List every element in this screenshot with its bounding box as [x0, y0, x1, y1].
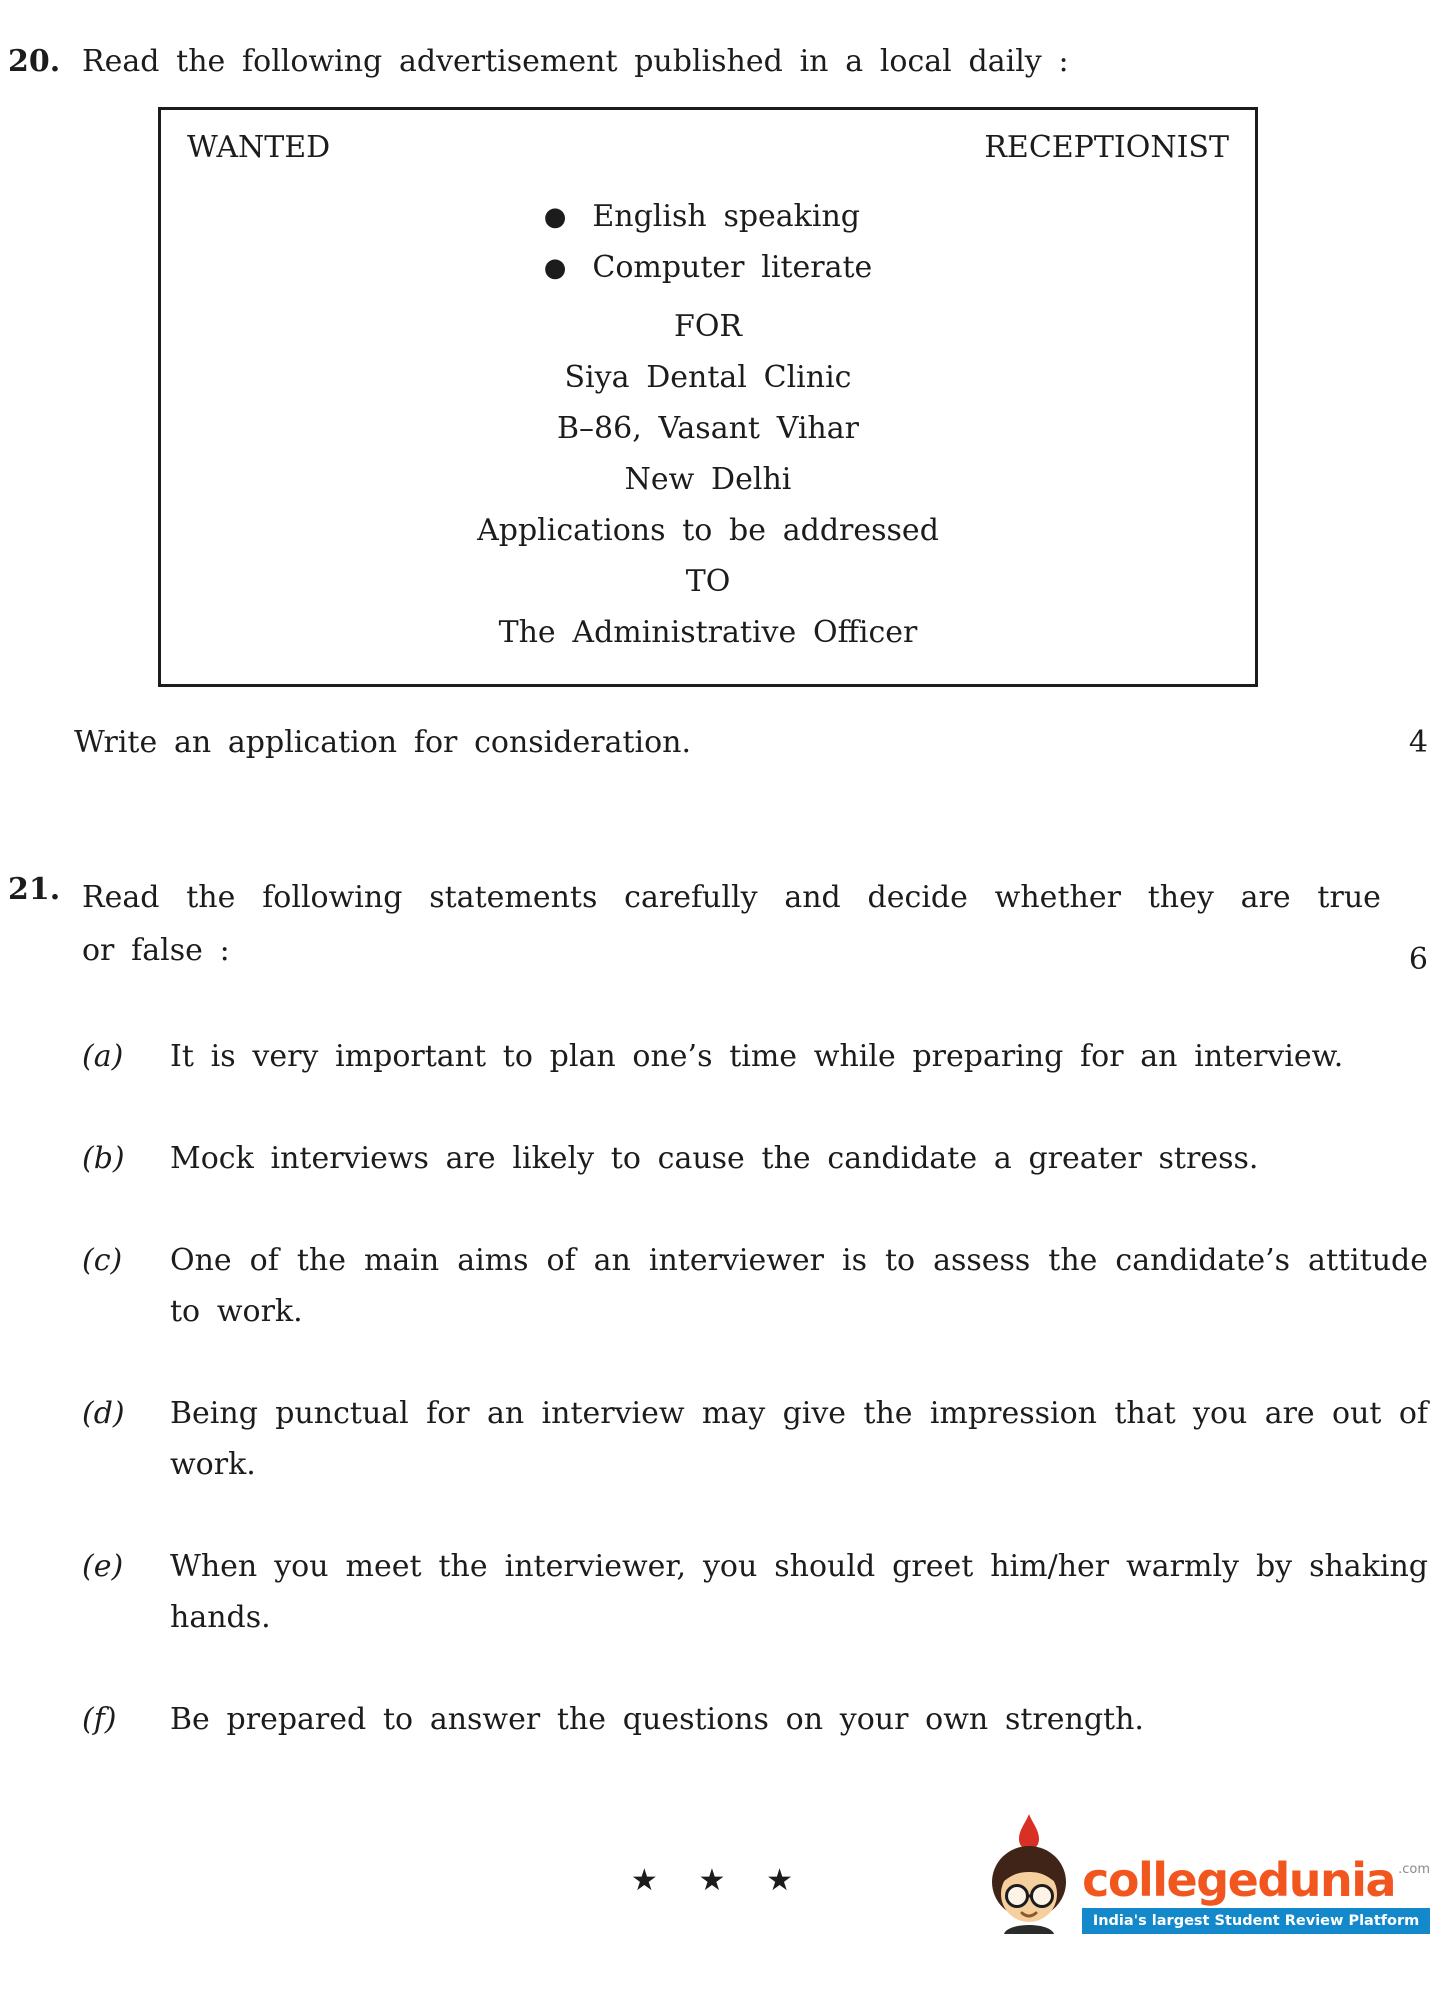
- question-20-instruction: Write an application for consideration.: [74, 725, 692, 760]
- statement-c-letter: (c): [82, 1243, 123, 1278]
- ad-bullet-list: [544, 199, 873, 285]
- statement-e-text: When you meet the interviewer, you should greet him/her warmly by shaking hands.: [170, 1549, 1428, 1635]
- statement-a-letter: (a): [82, 1039, 124, 1074]
- mascot-icon: [984, 1812, 1074, 1934]
- statement-b-text: Mock interviews are likely to cause the candidate a greater stress.: [170, 1141, 1259, 1176]
- ad-line-applications: Applications to be addressed: [477, 513, 939, 548]
- ad-header-receptionist: RECEPTIONIST: [984, 130, 1229, 165]
- ad-line-city: New Delhi: [624, 462, 792, 497]
- statement-d: [82, 1388, 1428, 1490]
- question-21-prompt-line1: Read the following statements carefully and decide whether they are true: [82, 880, 1381, 915]
- statement-e-letter: (e): [82, 1549, 124, 1584]
- question-20-marks: 4: [1408, 725, 1428, 760]
- question-21: [8, 872, 1428, 977]
- end-of-paper-stars: ★ ★ ★: [630, 1863, 806, 1898]
- statement-a: [82, 1031, 1428, 1082]
- question-21-number: 21.: [8, 872, 61, 907]
- advertisement-box: [158, 107, 1258, 687]
- ad-header-wanted: WANTED: [187, 130, 331, 165]
- ad-bullet-text-2: Computer literate: [592, 250, 873, 285]
- statement-d-letter: (d): [82, 1396, 125, 1431]
- logo-tagline: India's largest Student Review Platform: [1082, 1908, 1430, 1934]
- statement-f-text: Be prepared to answer the questions on your own strength.: [170, 1702, 1144, 1737]
- statement-a-text: It is very important to plan one’s time while preparing for an interview.: [170, 1039, 1344, 1074]
- statement-b-letter: (b): [82, 1141, 125, 1176]
- ad-bullet-item-2: [544, 250, 873, 285]
- question-20-prompt: Read the following advertisement published in a local daily :: [82, 44, 1069, 79]
- statement-list: [8, 1031, 1428, 1745]
- bullet-icon: ●: [543, 252, 567, 283]
- question-20-number: 20.: [8, 44, 61, 79]
- ad-line-address: B–86, Vasant Vihar: [557, 411, 859, 446]
- statement-f: [82, 1694, 1428, 1745]
- ad-line-clinic-name: Siya Dental Clinic: [564, 360, 852, 395]
- ad-line-officer: The Administrative Officer: [498, 615, 918, 650]
- logo-brand-name: collegedunia: [1082, 1852, 1396, 1907]
- ad-line-for: FOR: [674, 309, 742, 344]
- statement-c: [82, 1235, 1428, 1337]
- ad-bullet-text-1: English speaking: [592, 199, 860, 234]
- ad-line-to: TO: [685, 564, 731, 599]
- question-20-instruction-row: [8, 725, 1428, 760]
- bullet-icon: ●: [543, 201, 567, 232]
- statement-c-text: One of the main aims of an interviewer is to assess the candidate’s attitude to work.: [170, 1243, 1428, 1329]
- logo-wordmark: [1082, 1852, 1430, 1907]
- question-21-prompt: [82, 872, 1381, 977]
- question-20: [8, 44, 1428, 79]
- statement-e: [82, 1541, 1428, 1643]
- collegedunia-logo: [984, 1812, 1430, 1934]
- question-21-marks: 6: [1408, 942, 1428, 977]
- ad-header: [187, 130, 1229, 165]
- statement-d-text: Being punctual for an interview may give the impression that you are out of work.: [170, 1396, 1428, 1482]
- ad-bullet-item-1: [544, 199, 860, 234]
- statement-b: [82, 1133, 1428, 1184]
- logo-domain-suffix: .com: [1398, 1861, 1430, 1877]
- logo-text-block: [1082, 1852, 1430, 1934]
- question-21-prompt-line2: or false :: [82, 932, 230, 968]
- statement-f-letter: (f): [82, 1702, 117, 1737]
